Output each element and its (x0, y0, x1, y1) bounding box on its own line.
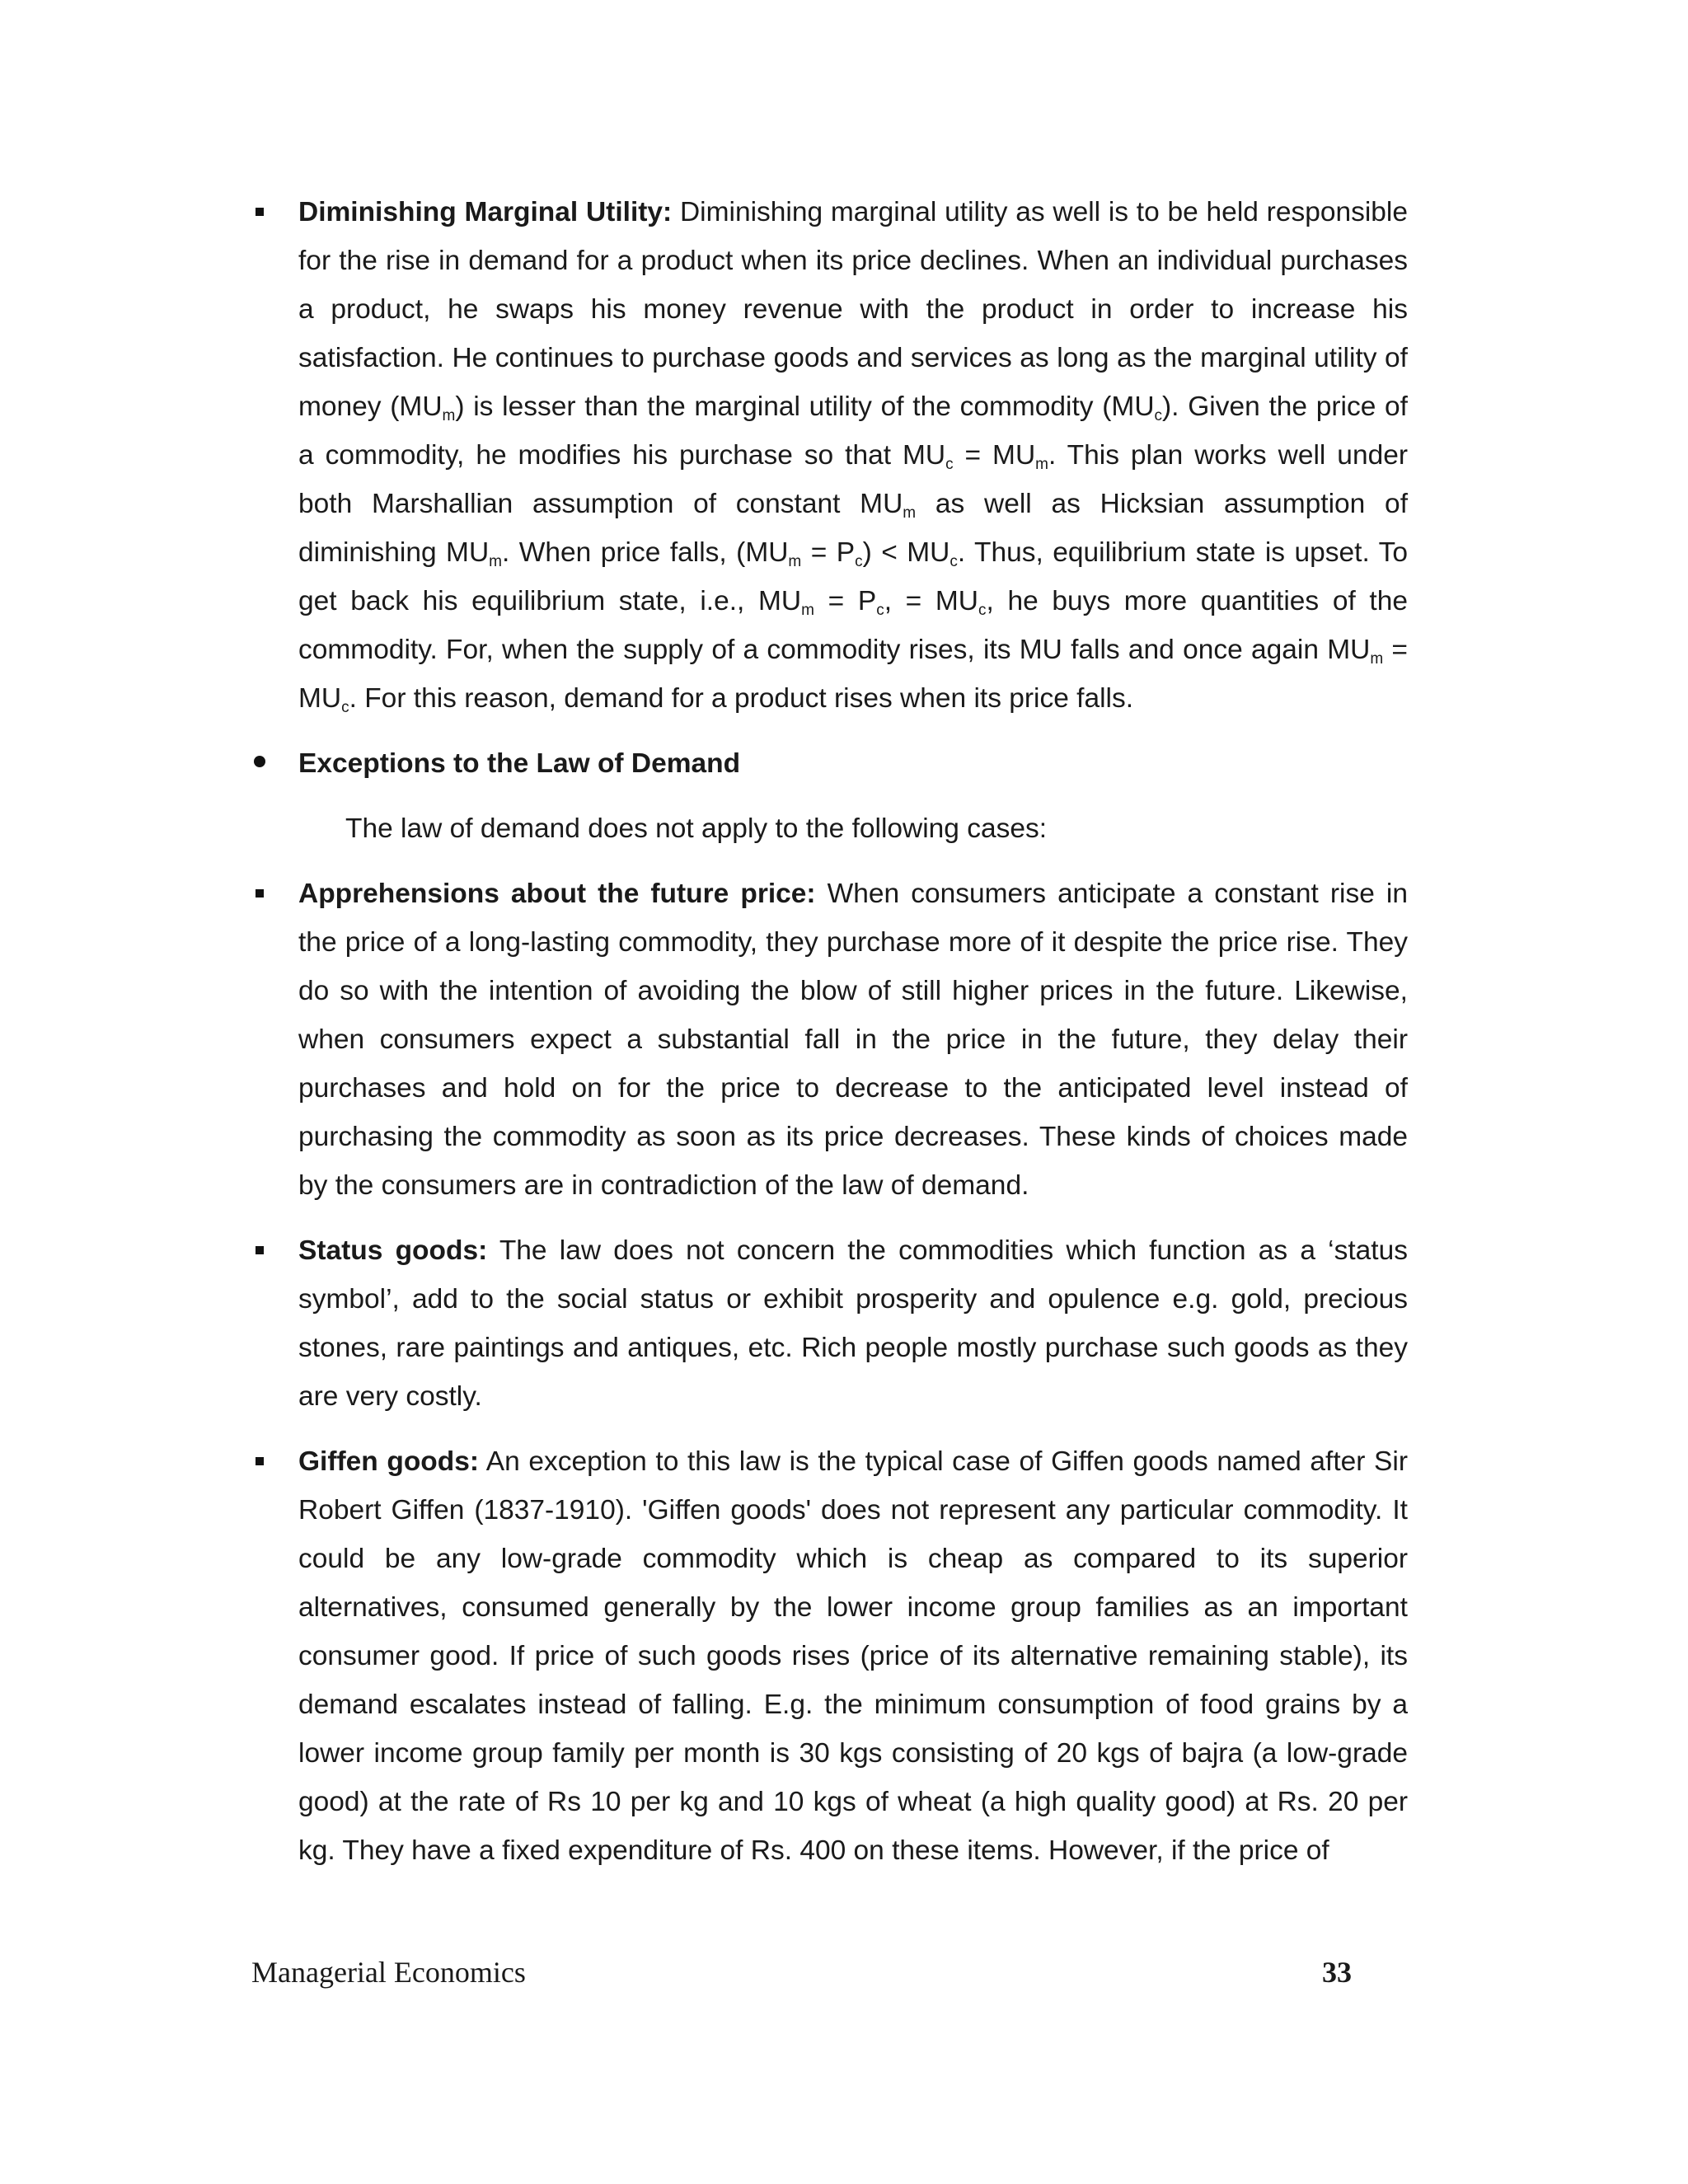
status-goods-title: Status goods: (298, 1235, 488, 1266)
apprehensions-title: Apprehensions about the future price: (298, 879, 816, 909)
dmu-title: Diminishing Marginal Utility: (298, 197, 673, 227)
giffen-goods-title: Giffen goods: (298, 1446, 480, 1477)
footer-page-number: 33 (1322, 1956, 1352, 1989)
exceptions-heading: Exceptions to the Law of Demand (298, 739, 1408, 788)
page-footer (251, 1955, 1352, 1996)
square-bullet-icon (256, 208, 264, 216)
exceptions-intro: The law of demand does not apply to the following cases: (345, 813, 1048, 844)
dmu-paragraph: Diminishing Marginal Utility: Diminishing marginal utility as well is to be held responsible for the rise in demand for a product when its price declines. When an individual purchases a product, he swaps his money revenue with the product in order to increase his satisfaction. He continues to purchase goods and services as long as the marginal utility of money $(MU_m)$ is lesser than the marginal utility of the commodity $(MU_c)$. Given the price of a commodity, he modifies his purchase so that $MU_c = MU_m$. This plan works well under both Marshallian assumption of constant $MU_m$ as well as Hicksian assumption of diminishing $MU_m$. When price falls, $(MU_m = P_c) < MU_c$. Thus, equilibrium state is upset. To get back his equilibrium state, i.e., $MU_m = P_c$, = $MU_c$, he buys more quantities of the commodity. For, when the supply of a commodity rises, its MU falls and once again $MU_m = MU_c$. For this reason, demand for a product rises when its price falls. (298, 188, 1408, 723)
square-bullet-icon (256, 889, 264, 898)
apprehensions-paragraph: Apprehensions about the future price: When consumers anticipate a constant rise in the price of a long-lasting commodity, they purchase more of it despite the price rise. They do so with the intention of avoiding the blow of still higher prices in the future. Likewise, when consumers expect a substantial fall in the price in the future, they delay their purchases and hold on for the price to decrease to the anticipated level instead of purchasing the commodity as soon as its price decreases. These kinds of choices made by the consumers are in contradiction of the law of demand. (298, 869, 1408, 1210)
square-bullet-icon (256, 1246, 264, 1254)
page-content (298, 188, 1408, 1875)
square-bullet-icon (256, 1457, 264, 1465)
footer-book-title: Managerial Economics (251, 1956, 526, 1989)
giffen-goods-paragraph: Giffen goods: An exception to this law is the typical case of Giffen goods named after Sir Robert Giffen (1837-1910). 'Giffen goods' does not represent any particular commodity. It could be any low-grade commodity which is cheap as compared to its superior alternatives, consumed generally by the lower income group families as an important consumer good. If price of such goods rises (price of its alternative remaining stable), its demand escalates instead of falling. E.g. the minimum consumption of food grains by a lower income group family per month is 30 kgs consisting of 20 kgs of bajra (a low-grade good) at the rate of Rs 10 per kg and 10 kgs of wheat (a high quality good) at Rs. 20 per kg. They have a fixed expenditure of Rs. 400 on these items. However, if the price of (298, 1437, 1408, 1875)
status-goods-paragraph: Status goods: The law does not concern the commodities which function as a ‘status symbol’, add to the social status or exhibit prosperity and opulence e.g. gold, precious stones, rare paintings and antiques, etc. Rich people mostly purchase such goods as they are very costly. (298, 1226, 1408, 1421)
round-bullet-icon (254, 756, 265, 767)
